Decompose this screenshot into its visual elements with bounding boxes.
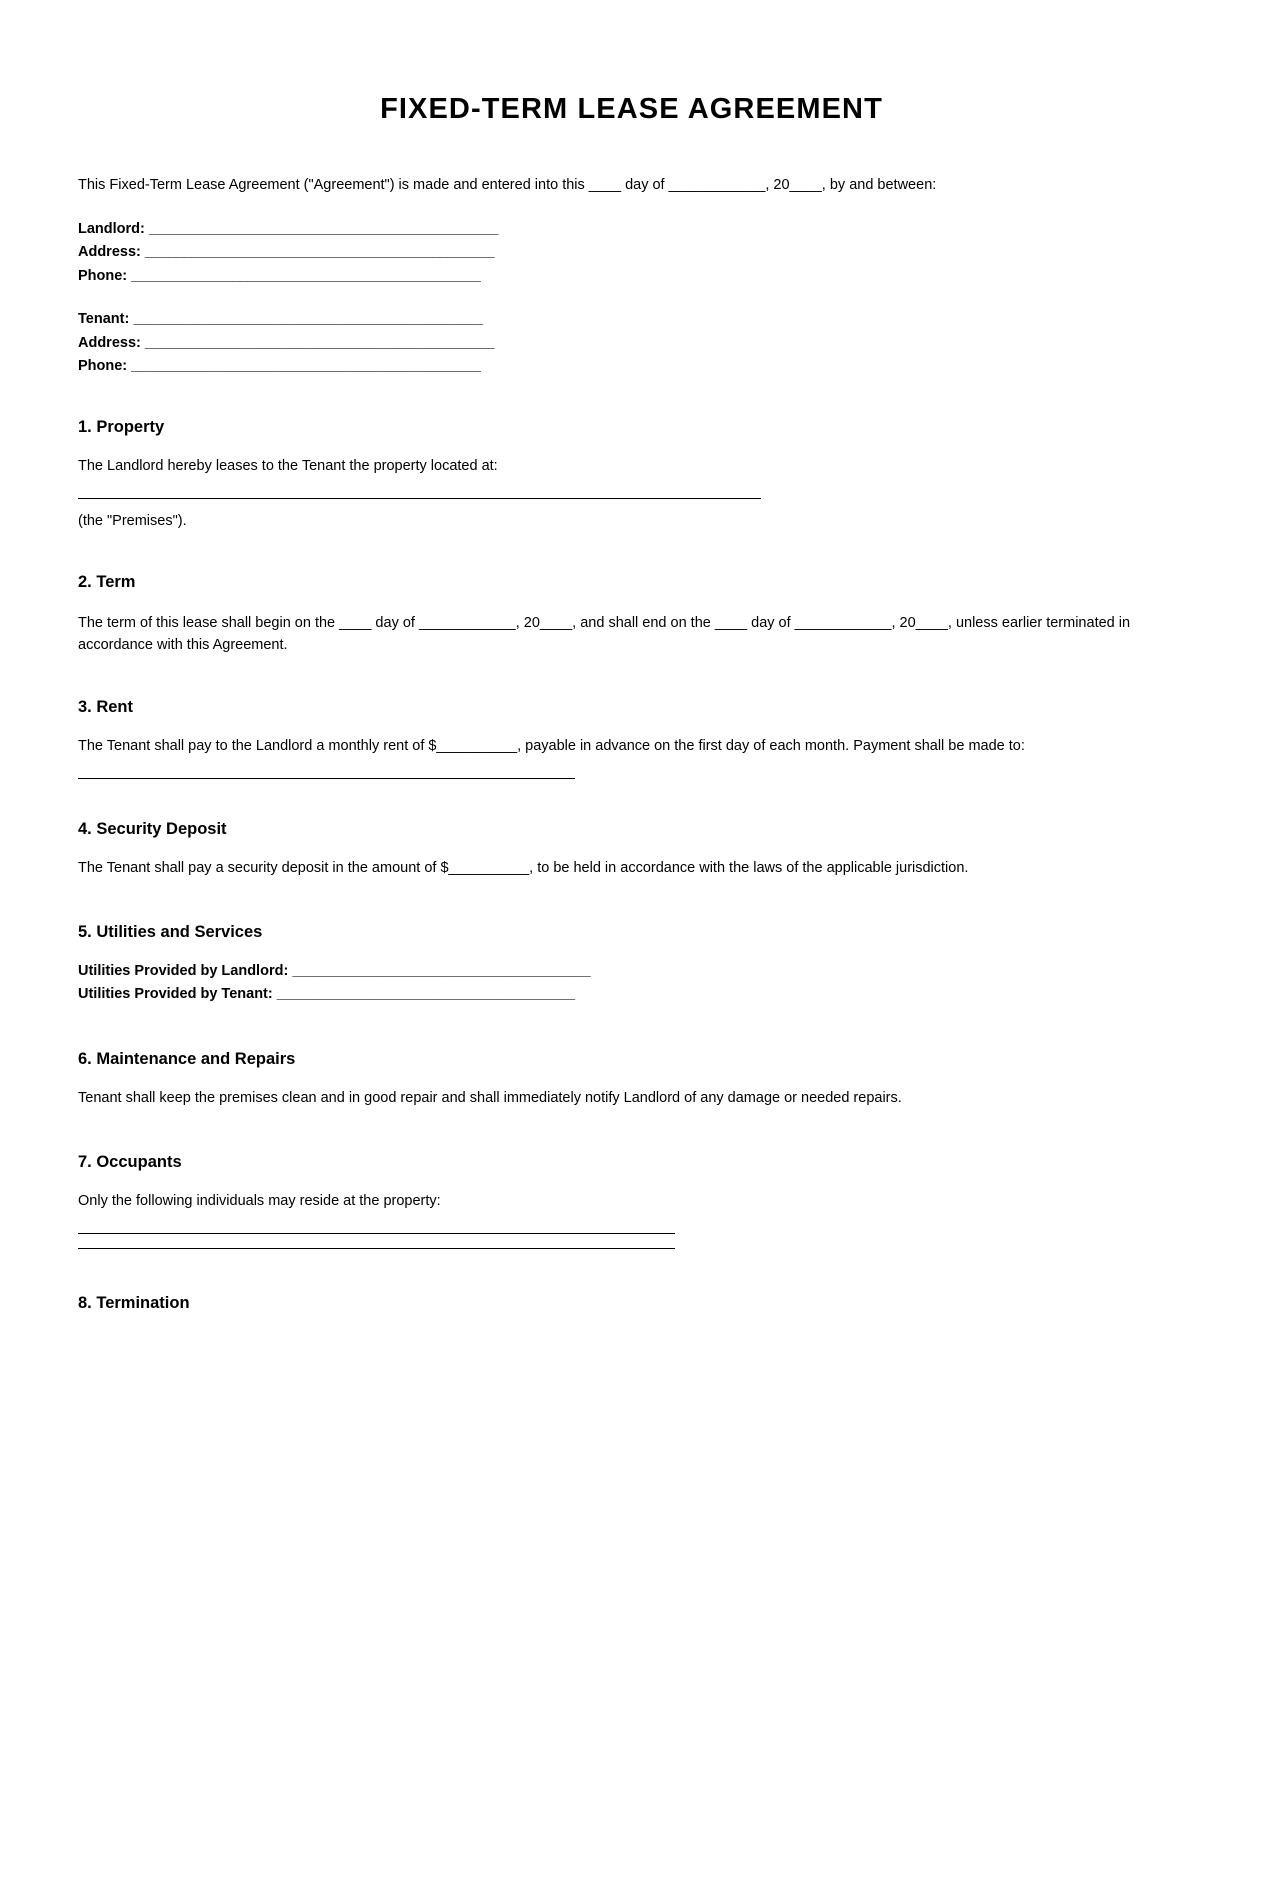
section-termination-heading: 8. Termination bbox=[78, 1293, 190, 1312]
section-termination bbox=[78, 1293, 1185, 1314]
utilities-landlord-label: Utilities Provided by Landlord: bbox=[78, 963, 289, 979]
landlord-name-label: Landlord: bbox=[78, 220, 145, 237]
utilities-landlord-fill[interactable]: _____________________________________ bbox=[292, 963, 591, 979]
utilities-tenant-label: Utilities Provided by Tenant: bbox=[78, 986, 273, 1003]
intro-paragraph: This Fixed-Term Lease Agreement ("Agreement") is made and entered into this ____ day of ____________, 20____, by and between: bbox=[78, 176, 937, 193]
section-utilities-heading: 5. Utilities and Services bbox=[78, 922, 263, 941]
tenant-phone-label: Phone: bbox=[78, 358, 128, 375]
premises-definition-text: (the "Premises"). bbox=[78, 512, 187, 529]
tenant-address-label: Address: bbox=[78, 334, 141, 351]
landlord-party-block bbox=[78, 218, 1185, 288]
tenant-phone-row bbox=[78, 355, 1185, 378]
landlord-phone-fill[interactable]: _____________________________________________ bbox=[131, 267, 481, 284]
landlord-name-row bbox=[78, 218, 1185, 241]
occupant-blank-line-1[interactable] bbox=[78, 1233, 675, 1234]
section-rent-heading: 3. Rent bbox=[78, 697, 134, 716]
section-term bbox=[78, 572, 1185, 656]
landlord-phone-row bbox=[78, 265, 1185, 288]
section-property-heading: 1. Property bbox=[78, 417, 165, 436]
section-term-heading: 2. Term bbox=[78, 573, 136, 592]
section-property-body: The Landlord hereby leases to the Tenant the property located at: bbox=[78, 458, 498, 475]
rent-payment-blank-line[interactable] bbox=[78, 778, 575, 779]
tenant-address-fill[interactable]: _____________________________________________ bbox=[144, 334, 495, 351]
utilities-landlord-row bbox=[78, 960, 1185, 983]
section-maintenance bbox=[78, 1049, 1185, 1110]
section-rent-body: The Tenant shall pay to the Landlord a monthly rent of $__________, payable in advance on the first day of each month. Payment shall be made to: bbox=[78, 738, 1025, 755]
section-property bbox=[78, 417, 1185, 533]
section-security-deposit-heading: 4. Security Deposit bbox=[78, 819, 227, 838]
tenant-address-row bbox=[78, 332, 1185, 355]
landlord-address-row bbox=[78, 241, 1185, 264]
landlord-phone-label: Phone: bbox=[78, 267, 128, 284]
landlord-name-fill[interactable]: _____________________________________________ bbox=[148, 220, 499, 237]
tenant-name-label: Tenant: bbox=[78, 311, 130, 328]
page-title: FIXED-TERM LEASE AGREEMENT bbox=[380, 93, 883, 125]
section-security-deposit-body: The Tenant shall pay a security deposit in the amount of $__________, to be held in accordance with the laws of the applicable jurisdiction. bbox=[78, 860, 969, 877]
utilities-tenant-row bbox=[78, 983, 1185, 1006]
landlord-address-label: Address: bbox=[78, 244, 141, 261]
section-utilities bbox=[78, 922, 1185, 1007]
tenant-phone-fill[interactable]: _____________________________________________ bbox=[131, 358, 481, 375]
section-term-body: The term of this lease shall begin on the ____ day of ____________, 20____, and shall end on the ____ day of ____________, 20____, unless earlier terminated in accordance with this Agreement. bbox=[78, 614, 1131, 654]
section-occupants-body: Only the following individuals may reside at the property: bbox=[78, 1193, 441, 1210]
tenant-party-block bbox=[78, 308, 1185, 378]
occupant-blank-line-2[interactable] bbox=[78, 1248, 675, 1249]
section-occupants bbox=[78, 1152, 1185, 1249]
section-security-deposit bbox=[78, 819, 1185, 880]
utilities-fields bbox=[78, 960, 1185, 1007]
section-maintenance-heading: 6. Maintenance and Repairs bbox=[78, 1049, 296, 1068]
section-rent bbox=[78, 697, 1185, 779]
landlord-address-fill[interactable]: _____________________________________________ bbox=[144, 244, 495, 261]
tenant-name-row bbox=[78, 308, 1185, 331]
tenant-name-fill[interactable]: _____________________________________________ bbox=[133, 311, 483, 328]
property-address-blank-line[interactable] bbox=[78, 498, 761, 499]
section-occupants-heading: 7. Occupants bbox=[78, 1152, 182, 1171]
section-maintenance-body: Tenant shall keep the premises clean and in good repair and shall immediately notify Landlord of any damage or needed repairs. bbox=[78, 1090, 902, 1107]
utilities-tenant-fill[interactable]: _____________________________________ bbox=[276, 986, 576, 1003]
